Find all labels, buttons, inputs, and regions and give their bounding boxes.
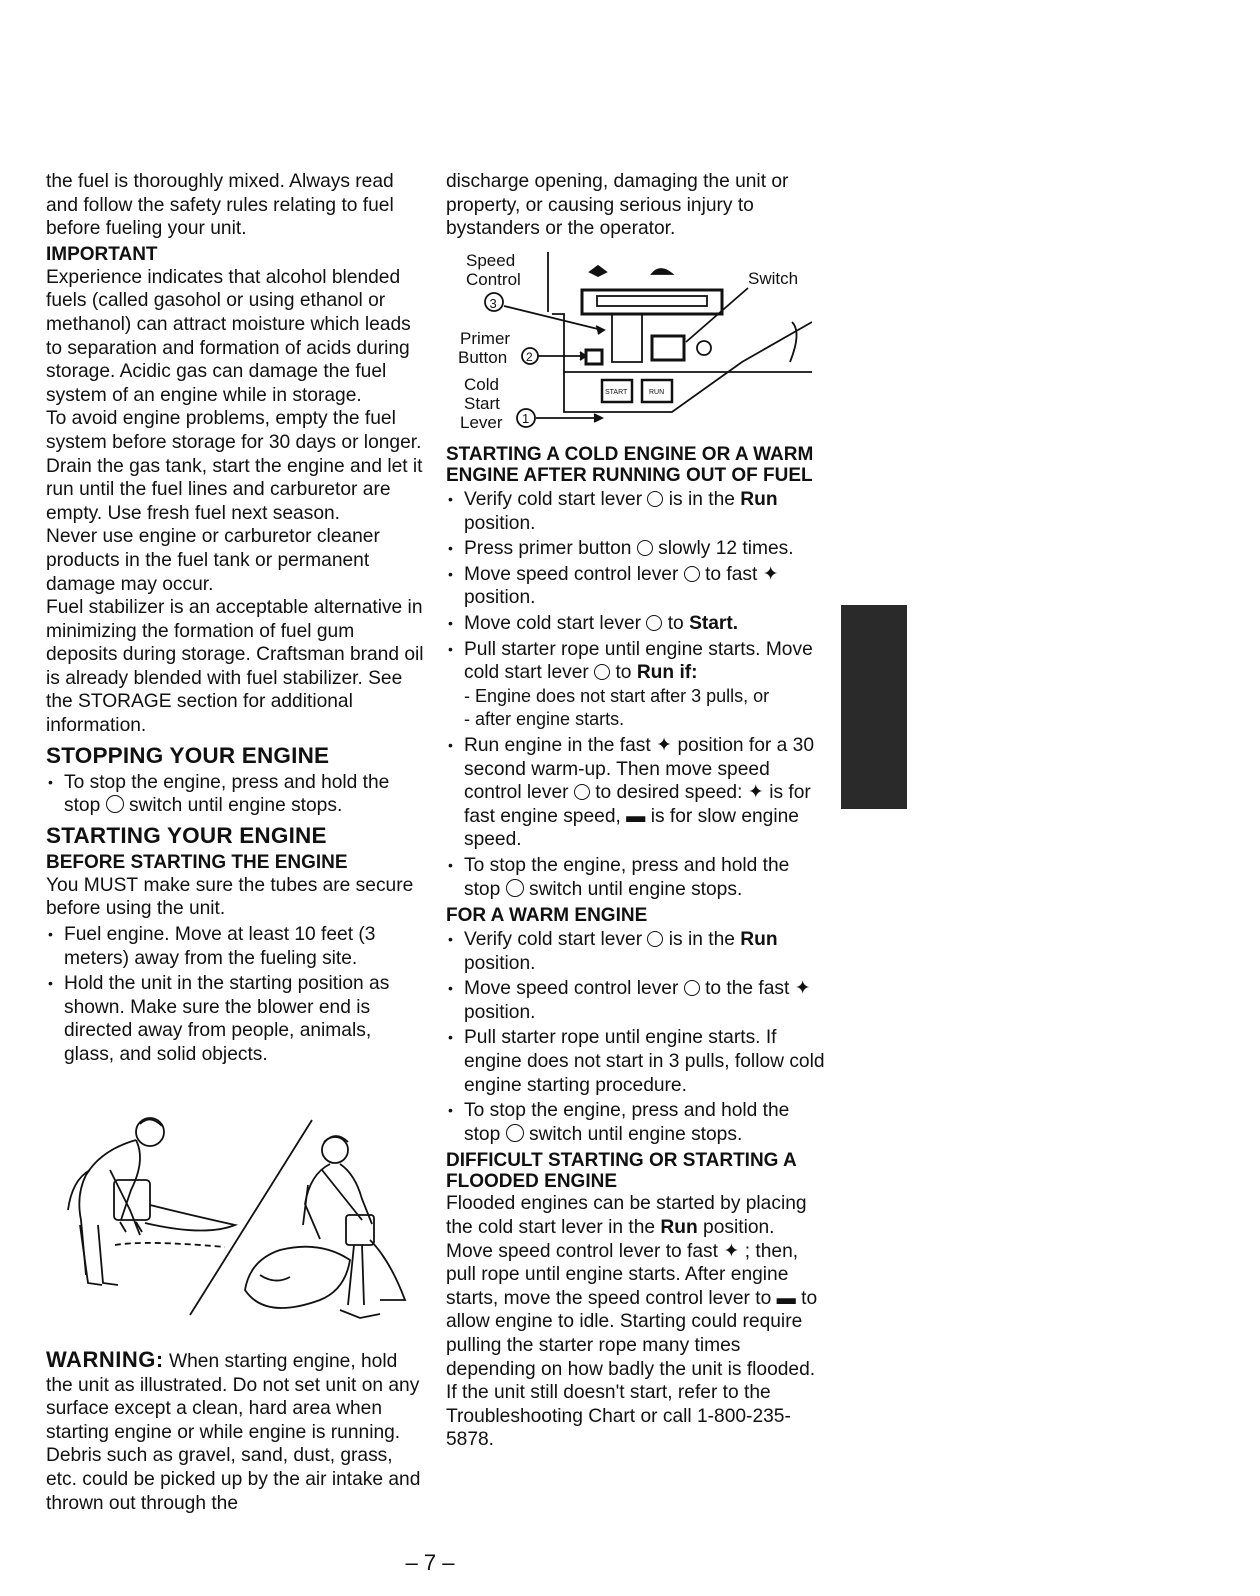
dash-line: - Engine does not start after 3 pulls, or [464, 685, 770, 706]
paragraph-stabilizer: Fuel stabilizer is an acceptable alternative in minimizing the formation of fuel gum deposits during storage. Craftsman brand oil is already blended with fuel stabilizer. See the STORAGE section for additional information. [46, 597, 424, 737]
paragraph-before: You MUST make sure the tubes are secure before using the unit. [46, 874, 414, 920]
list-item: • Press primer button slowly 12 times. [446, 537, 826, 561]
list-item: • To stop the engine, press and hold the stop switch until engine stops. [446, 854, 826, 901]
right-column [446, 170, 826, 241]
list-item: • Verify cold start lever is in the Run position. [446, 488, 826, 535]
callout-1-icon [647, 931, 663, 947]
start-tag: START [605, 389, 628, 396]
list-item: • Pull starter rope until engine starts. If engine does not start in 3 pulls, follow cold engine starting procedure. [446, 1026, 826, 1097]
starting-heading: STARTING YOUR ENGINE [46, 822, 327, 848]
list-item: • Hold the unit in the starting position as shown. Make sure the blower end is directed away from people, animals, glass, and solid objects. [46, 972, 426, 1066]
list-item: • Run engine in the fast ✦ position for a 30 second warm-up. Then move speed control lever to desired speed: ✦ is for fast engine speed, ▬ is for slow engine speed. [446, 734, 826, 852]
warning-label: WARNING: [46, 1347, 164, 1372]
callout-2: 2 [526, 350, 533, 364]
callout-3-icon [574, 784, 590, 800]
callout-3-icon [684, 566, 700, 582]
slow-turtle-icon: ▬ [626, 805, 646, 827]
slow-turtle-icon: ▬ [776, 1287, 796, 1309]
fast-rabbit-icon: ✦ [794, 978, 811, 1000]
label-lever: Lever [460, 413, 503, 432]
controls-diagram [452, 252, 812, 437]
paragraph-intro: the fuel is thoroughly mixed. Always read and follow the safety rules relating to fuel before fueling your unit. [46, 171, 394, 240]
label-control: Control [466, 270, 521, 289]
label-cold: Cold [464, 375, 499, 394]
warm-engine-steps [446, 928, 826, 1146]
cold-engine-steps [446, 488, 826, 901]
callout-3-icon [684, 980, 700, 996]
list-item: • Fuel engine. Move at least 10 feet (3 meters) away from the fueling site. [46, 923, 426, 970]
warm-engine-heading: FOR A WARM ENGINE [446, 905, 648, 927]
label-switch: Switch [748, 269, 799, 288]
list-item: • Pull starter rope until engine starts. Move cold start lever to Run if: - Engine does not start after 3 pulls, or - after engine starts. [446, 638, 826, 732]
stop-switch-icon [506, 1124, 524, 1142]
callout-3: 3 [489, 296, 497, 311]
stopping-heading: STOPPING YOUR ENGINE [46, 742, 330, 768]
callout-1-icon [594, 664, 610, 680]
section-thumb-tab [841, 605, 907, 809]
paragraph-alcohol: Experience indicates that alcohol blended fuels (called gasohol or using ethanol or methanol) can attract moisture which leads to separation and formation of acids during storage. Acidic gas can damage the fuel system of an engine while in storage. [46, 266, 411, 406]
warning-paragraph: WARNING: When starting engine, hold the unit as illustrated. Do not set unit on any surface except a clean, hard area when starting engine or while engine is running. Debris such as gravel, sand, dust, grass, etc. could be picked up by the air intake and thrown out through the [46, 1347, 421, 1514]
paragraph-avoid: To avoid engine problems, empty the fuel system before storage for 30 days or longer. Drain the gas tank, start the engine and let it run until the fuel lines and carburetor are empty. Use fresh fuel next season. [46, 408, 423, 524]
callout-1-icon [646, 615, 662, 631]
list-item: • To stop the engine, press and hold the stop switch until engine stops. [446, 1099, 826, 1146]
flooded-heading: DIFFICULT STARTING OR STARTING A FLOODED ENGINE [446, 1150, 797, 1193]
label-speed: Speed [466, 252, 516, 270]
warning-block [46, 1348, 426, 1515]
right-column-steps [446, 440, 826, 1452]
before-starting-heading: BEFORE STARTING THE ENGINE [46, 851, 348, 873]
label-start: Start [464, 394, 500, 413]
stopping-list [46, 771, 426, 818]
stop-switch-icon [506, 879, 524, 897]
run-tag: RUN [649, 389, 665, 396]
list-item: • To stop the engine, press and hold the stop switch until engine stops. [46, 771, 426, 818]
before-list [46, 923, 426, 1067]
fast-rabbit-icon: ✦ [656, 734, 673, 756]
dash-line: - after engine starts. [464, 709, 625, 730]
paragraph-never: Never use engine or carburetor cleaner products in the fuel tank or permanent damage may occur. [46, 526, 380, 595]
important-heading: IMPORTANT [46, 243, 158, 265]
list-item: • Move speed control lever to the fast ✦ position. [446, 977, 826, 1024]
left-column [46, 170, 426, 1067]
stop-switch-icon [106, 795, 124, 813]
starting-position-illustration [50, 1110, 420, 1350]
fast-rabbit-icon: ✦ [723, 1240, 740, 1262]
callout-1-icon [647, 491, 663, 507]
label-button: Button [458, 348, 508, 367]
flooded-paragraph: Flooded engines can be started by placing the cold start lever in the Run position. Move speed control lever to fast ✦ ; then, pull rope until engine starts. After engine starts, move the speed control lever to ▬ to allow engine to idle. Starting could require pulling the starter rope many times depending on how badly the unit is flooded. If the unit still doesn't start, refer to the Troubleshooting Chart or call 1-800-235-5878. [446, 1193, 818, 1451]
list-item: • Move cold start lever to Start. [446, 612, 826, 636]
list-item: • Move speed control lever to fast ✦ position. [446, 563, 826, 610]
callout-1: 1 [522, 411, 530, 426]
fast-rabbit-icon: ✦ [762, 563, 779, 585]
cold-engine-heading: STARTING A COLD ENGINE OR A WARM ENGINE AFTER RUNNING OUT OF FUEL [446, 444, 814, 486]
page-number: – 7 – [405, 1550, 455, 1575]
paragraph-continue: discharge opening, damaging the unit or property, or causing serious injury to bystanders or the operator. [446, 171, 789, 240]
list-item: • Verify cold start lever is in the Run position. [446, 928, 826, 975]
callout-2-icon [637, 540, 653, 556]
label-primer: Primer [460, 329, 511, 348]
fast-rabbit-icon: ✦ [747, 782, 764, 804]
